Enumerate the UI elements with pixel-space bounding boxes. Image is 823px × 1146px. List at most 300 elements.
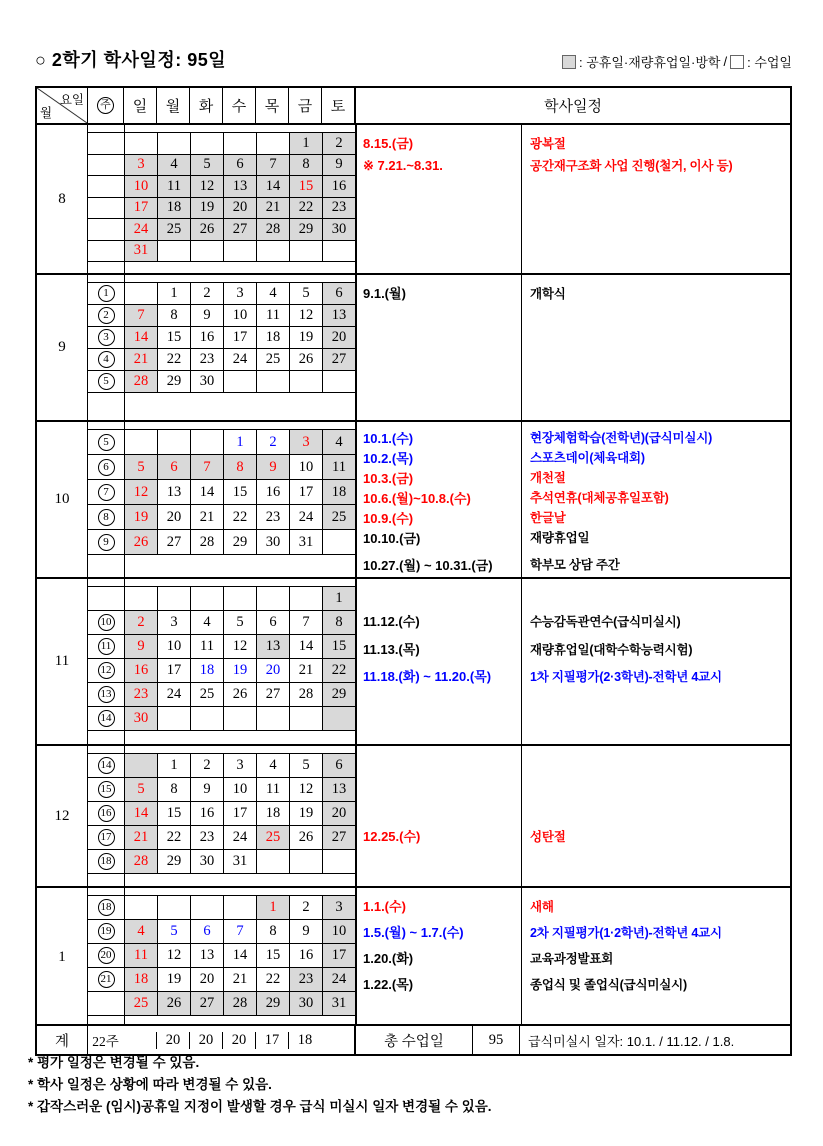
- day-cell: 11: [190, 635, 223, 658]
- day-cell: 22: [289, 198, 322, 219]
- weekday-axis-label: 요일: [59, 93, 84, 107]
- day-cell: 29: [322, 683, 355, 706]
- week-row: [88, 802, 355, 826]
- week-row: [88, 587, 355, 611]
- day-cell: 16: [322, 176, 355, 197]
- week-row: [88, 896, 355, 920]
- day-cell: 29: [256, 992, 289, 1015]
- legend-classday-label: : 수업일: [747, 55, 792, 70]
- week-number-cell: [88, 659, 124, 682]
- day-cell: [322, 371, 355, 392]
- week-row: [88, 176, 355, 198]
- day-cell: 8: [157, 778, 190, 801]
- schedule-header: 학사일정: [354, 88, 790, 123]
- day-cell: 23: [190, 826, 223, 849]
- day-cell: 1: [157, 754, 190, 777]
- spacer-row: [88, 125, 355, 133]
- page-title: ○ 2학기 학사일정: 95일: [35, 50, 227, 70]
- day-cell: 30: [190, 371, 223, 392]
- event-dates-column: [357, 422, 522, 577]
- day-cell: 2: [289, 896, 322, 919]
- day-cell: 24: [157, 683, 190, 706]
- day-count-cell: 20: [189, 1032, 222, 1049]
- event-desc: 광복절: [530, 137, 566, 151]
- week-number-cell: [88, 430, 124, 454]
- day-cell: 17: [223, 327, 256, 348]
- day-cell: 14: [256, 176, 289, 197]
- day-cell: [190, 896, 223, 919]
- day-cell: 23: [256, 505, 289, 529]
- event-dates-column: [357, 579, 522, 744]
- day-cell: 21: [124, 349, 157, 370]
- day-cell: 21: [289, 659, 322, 682]
- event-desc: 한글날: [530, 511, 566, 525]
- day-cell: 10: [289, 455, 322, 479]
- week-number-cell: [88, 349, 124, 370]
- day-cell: 12: [190, 176, 223, 197]
- day-cell: 22: [157, 349, 190, 370]
- day-cell: 25: [124, 992, 157, 1015]
- event-desc: 추석연휴(대체공휴일포함): [530, 491, 669, 505]
- week-row: [88, 198, 355, 220]
- week-row: [88, 480, 355, 505]
- day-cell: 18: [322, 480, 355, 504]
- day-cell: 3: [289, 430, 322, 454]
- circled-week-number: 9: [98, 534, 115, 551]
- week-row: [88, 850, 355, 874]
- footnote-line: * 갑작스러운 (임시)공휴일 지정이 발생할 경우 급식 미실시 일자 변경될 수 있음.: [28, 1099, 492, 1114]
- day-cell: 7: [289, 611, 322, 634]
- day-cell: 1: [256, 896, 289, 919]
- day-cell: 13: [322, 778, 355, 801]
- day-count-cell: 20: [222, 1032, 255, 1049]
- circled-week-number: 15: [98, 781, 115, 798]
- week-row: [88, 155, 355, 177]
- circled-week-number: 21: [98, 971, 115, 988]
- day-cell: 5: [157, 920, 190, 943]
- day-cell: 12: [289, 778, 322, 801]
- day-cell: 7: [190, 455, 223, 479]
- day-cell: 1: [157, 283, 190, 304]
- day-cell: 14: [223, 944, 256, 967]
- day-cell: 28: [289, 683, 322, 706]
- week-row: [88, 611, 355, 635]
- circled-week-number: 14: [98, 757, 115, 774]
- holiday-swatch-icon: [562, 55, 576, 69]
- day-cell: 8: [223, 455, 256, 479]
- week-number-cell: [88, 826, 124, 849]
- day-cell: [223, 133, 256, 154]
- event-dates-column: [357, 125, 522, 273]
- legend-separator: /: [723, 54, 728, 69]
- day-cell: 28: [124, 850, 157, 873]
- circled-week-number: 11: [98, 638, 115, 655]
- spacer-row: [88, 1016, 355, 1026]
- day-cell: 9: [190, 305, 223, 326]
- day-cell: 25: [190, 683, 223, 706]
- day-cell: 2: [256, 430, 289, 454]
- circled-week-number: 19: [98, 923, 115, 940]
- day-cell: [289, 707, 322, 730]
- day-cell: [256, 587, 289, 610]
- month-block-8: [37, 125, 790, 275]
- event-descriptions-column: [522, 422, 790, 577]
- day-cell: 3: [223, 754, 256, 777]
- day-cell: 12: [124, 480, 157, 504]
- day-cell: 12: [289, 305, 322, 326]
- day-cell: 23: [190, 349, 223, 370]
- day-cell: [289, 241, 322, 262]
- circled-week-number: 16: [98, 805, 115, 822]
- day-cell: [157, 896, 190, 919]
- day-cell: [190, 430, 223, 454]
- day-cell: 24: [223, 826, 256, 849]
- day-cell: 28: [223, 992, 256, 1015]
- day-cell: 6: [223, 155, 256, 176]
- day-cell: [322, 241, 355, 262]
- spacer-row: [88, 275, 355, 283]
- event-date: 11.18.(화) ~ 11.20.(목): [363, 669, 492, 684]
- totals-weeks: 22주: [87, 1026, 123, 1054]
- day-cell: [289, 587, 322, 610]
- day-cell: 10: [124, 176, 157, 197]
- day-cell: 3: [157, 611, 190, 634]
- day-cell: 16: [256, 480, 289, 504]
- day-cell: 19: [289, 327, 322, 348]
- day-cell: 9: [289, 920, 322, 943]
- event-desc: 스포츠데이(체육대회): [530, 451, 645, 465]
- circled-week-number: 5: [98, 434, 115, 451]
- week-row: [88, 241, 355, 263]
- day-cell: 27: [322, 349, 355, 370]
- day-cell: [157, 241, 190, 262]
- event-desc: 2차 지필평가(1·2학년)-전학년 4교시: [530, 926, 722, 940]
- event-descriptions-column: [522, 579, 790, 744]
- day-cell: 10: [322, 920, 355, 943]
- day-cell: 5: [124, 778, 157, 801]
- day-cell: 19: [223, 659, 256, 682]
- day-cell: 20: [157, 505, 190, 529]
- day-cell: 3: [124, 155, 157, 176]
- day-cell: 23: [124, 683, 157, 706]
- day-cell: 20: [223, 198, 256, 219]
- month-axis-label: 월: [40, 106, 53, 120]
- day-cell: 10: [223, 778, 256, 801]
- day-cell: [157, 707, 190, 730]
- totals-day-counts: [123, 1026, 354, 1054]
- circled-week-number: 4: [98, 351, 115, 368]
- day-cell: [124, 430, 157, 454]
- day-cell: 6: [190, 920, 223, 943]
- day-cell: 14: [289, 635, 322, 658]
- day-cell: [289, 850, 322, 873]
- event-desc: 재량휴업일(대학수학능력시험): [530, 642, 693, 657]
- day-cell: 29: [289, 219, 322, 240]
- event-date: 11.13.(목): [363, 641, 420, 657]
- day-cell: 17: [322, 944, 355, 967]
- day-cell: 16: [190, 327, 223, 348]
- footnotes: [28, 1052, 492, 1118]
- day-cell: 11: [256, 305, 289, 326]
- week-row: [88, 371, 355, 393]
- event-date: 9.1.(월): [363, 286, 406, 301]
- circled-week-icon: 주: [97, 97, 114, 114]
- day-cell: 23: [289, 968, 322, 991]
- event-desc: 성탄절: [530, 830, 566, 844]
- spacer-row: [88, 888, 355, 896]
- day-cell: [322, 530, 355, 554]
- circled-week-number: 14: [98, 710, 115, 727]
- day-cell: 13: [256, 635, 289, 658]
- day-count-cell: 20: [156, 1032, 189, 1049]
- day-cell: 9: [124, 635, 157, 658]
- day-cell: 11: [124, 944, 157, 967]
- day-cell: 9: [256, 455, 289, 479]
- week-number-cell: [88, 371, 124, 392]
- day-count-cell: 17: [255, 1032, 288, 1049]
- month-label: 9: [58, 339, 66, 355]
- day-cell: 18: [157, 198, 190, 219]
- weekday-header: 월: [156, 88, 189, 123]
- day-cell: 22: [322, 659, 355, 682]
- week-row: [88, 778, 355, 802]
- day-cell: 13: [157, 480, 190, 504]
- day-cell: 27: [256, 683, 289, 706]
- week-row: [88, 826, 355, 850]
- day-cell: 16: [124, 659, 157, 682]
- day-cell: 26: [289, 826, 322, 849]
- day-cell: 5: [289, 283, 322, 304]
- weeks-grid: [87, 275, 357, 420]
- day-cell: 6: [322, 754, 355, 777]
- event-descriptions-column: [522, 746, 790, 886]
- totals-row: [37, 1024, 790, 1054]
- circled-week-number: 20: [98, 947, 115, 964]
- no-meal-dates-note: 급식미실시 일자: 10.1. / 11.12. / 1.8.: [519, 1026, 790, 1054]
- day-cell: 27: [322, 826, 355, 849]
- spacer-row: [88, 393, 355, 420]
- day-cell: 18: [256, 327, 289, 348]
- calendar-header-row: [37, 88, 790, 125]
- event-desc: 1차 지필평가(2·3학년)-전학년 4교시: [530, 670, 722, 684]
- event-desc: 개학식: [530, 287, 566, 301]
- title-bar: [35, 46, 792, 72]
- week-row: [88, 349, 355, 371]
- day-cell: 7: [223, 920, 256, 943]
- day-cell: 15: [322, 635, 355, 658]
- day-cell: 1: [289, 133, 322, 154]
- day-cell: 29: [157, 850, 190, 873]
- day-cell: 26: [289, 349, 322, 370]
- week-number-cell: [88, 968, 124, 991]
- day-cell: [322, 707, 355, 730]
- event-desc: 공간재구조화 사업 진행(철거, 이사 등): [530, 158, 733, 173]
- day-cell: [124, 896, 157, 919]
- spacer-row: [88, 874, 355, 886]
- event-date: 10.1.(수): [363, 431, 414, 446]
- day-cell: 4: [256, 754, 289, 777]
- day-cell: 21: [190, 505, 223, 529]
- month-label: 1: [58, 948, 66, 965]
- week-number-cell: [88, 802, 124, 825]
- day-cell: 31: [322, 992, 355, 1015]
- day-cell: [223, 371, 256, 392]
- month-block-10: [37, 422, 790, 579]
- day-cell: 26: [157, 992, 190, 1015]
- day-cell: [190, 587, 223, 610]
- day-cell: 24: [223, 349, 256, 370]
- day-cell: 10: [223, 305, 256, 326]
- week-row: [88, 944, 355, 968]
- day-cell: 26: [223, 683, 256, 706]
- weekday-header: 일: [123, 88, 156, 123]
- week-row: [88, 305, 355, 327]
- spacer-row: [88, 262, 355, 273]
- event-date: 1.20.(화): [363, 951, 414, 966]
- day-cell: 15: [256, 944, 289, 967]
- day-cell: 20: [322, 802, 355, 825]
- week-row: [88, 455, 355, 480]
- week-number-cell: [88, 920, 124, 943]
- day-cell: 11: [322, 455, 355, 479]
- day-cell: 22: [256, 968, 289, 991]
- day-cell: 20: [256, 659, 289, 682]
- day-cell: [157, 430, 190, 454]
- day-cell: [322, 850, 355, 873]
- day-cell: 25: [322, 505, 355, 529]
- week-row: [88, 530, 355, 555]
- day-cell: [256, 133, 289, 154]
- total-class-days-label: 총 수업일: [354, 1026, 472, 1054]
- day-count-cell: 18: [288, 1032, 321, 1049]
- calendar-table: [35, 86, 792, 1056]
- day-cell: 14: [190, 480, 223, 504]
- day-cell: 4: [190, 611, 223, 634]
- day-cell: 8: [322, 611, 355, 634]
- day-cell: 23: [322, 198, 355, 219]
- day-cell: 13: [322, 305, 355, 326]
- week-number-cell: [88, 155, 124, 176]
- week-number-cell: [88, 133, 124, 154]
- day-cell: 7: [124, 305, 157, 326]
- day-cell: [256, 371, 289, 392]
- day-cell: 2: [124, 611, 157, 634]
- day-cell: 4: [322, 430, 355, 454]
- week-number-cell: [88, 327, 124, 348]
- event-date: 10.27.(월) ~ 10.31.(금): [363, 558, 493, 573]
- week-row: [88, 683, 355, 707]
- weekday-header: 화: [189, 88, 222, 123]
- day-cell: 17: [289, 480, 322, 504]
- event-dates-column: [357, 888, 522, 1026]
- week-row: [88, 505, 355, 530]
- day-cell: 19: [124, 505, 157, 529]
- day-cell: 24: [289, 505, 322, 529]
- week-number-cell: [88, 219, 124, 240]
- week-row: [88, 430, 355, 455]
- day-cell: 2: [190, 754, 223, 777]
- day-cell: 16: [289, 944, 322, 967]
- footnote-line: * 학사 일정은 상황에 따라 변경될 수 있음.: [28, 1077, 272, 1092]
- day-cell: [157, 587, 190, 610]
- spacer-row: [88, 731, 355, 744]
- footnote-line: * 평가 일정은 변경될 수 있음.: [28, 1055, 200, 1070]
- circled-week-number: 18: [98, 899, 115, 916]
- event-desc: 재량휴업일: [530, 531, 590, 545]
- day-cell: 18: [190, 659, 223, 682]
- spacer-row: [88, 422, 355, 430]
- week-number-cell: [88, 455, 124, 479]
- day-cell: 14: [124, 802, 157, 825]
- week-number-cell: [88, 778, 124, 801]
- day-cell: 30: [190, 850, 223, 873]
- day-cell: [289, 371, 322, 392]
- day-cell: [190, 133, 223, 154]
- day-cell: 29: [223, 530, 256, 554]
- day-cell: 7: [256, 155, 289, 176]
- day-cell: 18: [124, 968, 157, 991]
- weekday-header: 목: [255, 88, 288, 123]
- day-cell: 19: [157, 968, 190, 991]
- event-date: 8.15.(금): [363, 136, 414, 151]
- day-cell: 6: [157, 455, 190, 479]
- day-cell: 21: [124, 826, 157, 849]
- day-cell: 4: [124, 920, 157, 943]
- day-cell: [223, 241, 256, 262]
- event-date: ※ 7.21.~8.31.: [363, 157, 443, 173]
- circled-week-number: 8: [98, 509, 115, 526]
- event-date: 12.25.(수): [363, 829, 421, 844]
- event-desc: 수능감독관연수(급식미실시): [530, 615, 681, 629]
- week-number-cell: [88, 683, 124, 706]
- week-row: [88, 133, 355, 155]
- day-cell: 17: [223, 802, 256, 825]
- event-date: 10.6.(월)~10.8.(수): [363, 491, 471, 506]
- day-cell: [157, 133, 190, 154]
- week-number-cell: [88, 587, 124, 610]
- day-cell: 31: [289, 530, 322, 554]
- weekday-header: 수: [222, 88, 255, 123]
- week-row: [88, 992, 355, 1016]
- day-cell: 25: [256, 826, 289, 849]
- week-number-cell: [88, 198, 124, 219]
- day-cell: 20: [322, 327, 355, 348]
- day-cell: [124, 133, 157, 154]
- day-cell: 18: [256, 802, 289, 825]
- week-number-cell: [88, 241, 124, 262]
- day-cell: 17: [157, 659, 190, 682]
- event-desc: 현장체험학습(전학년)(급식미실시): [530, 431, 713, 445]
- event-dates-column: [357, 746, 522, 886]
- day-cell: [190, 241, 223, 262]
- day-cell: [256, 850, 289, 873]
- day-cell: [190, 707, 223, 730]
- day-cell: 17: [124, 198, 157, 219]
- day-cell: 16: [190, 802, 223, 825]
- day-cell: 8: [256, 920, 289, 943]
- weeks-grid: [87, 579, 357, 744]
- day-cell: [124, 587, 157, 610]
- legend-holiday-label: : 공휴일·재량휴업일·방학: [579, 55, 721, 70]
- weekday-headers: [123, 88, 354, 123]
- day-cell: 10: [157, 635, 190, 658]
- week-row: [88, 968, 355, 992]
- day-cell: 11: [256, 778, 289, 801]
- event-date: 10.9.(수): [363, 511, 414, 526]
- month-block-11: [37, 579, 790, 746]
- week-number-cell: [88, 505, 124, 529]
- day-cell: 3: [223, 283, 256, 304]
